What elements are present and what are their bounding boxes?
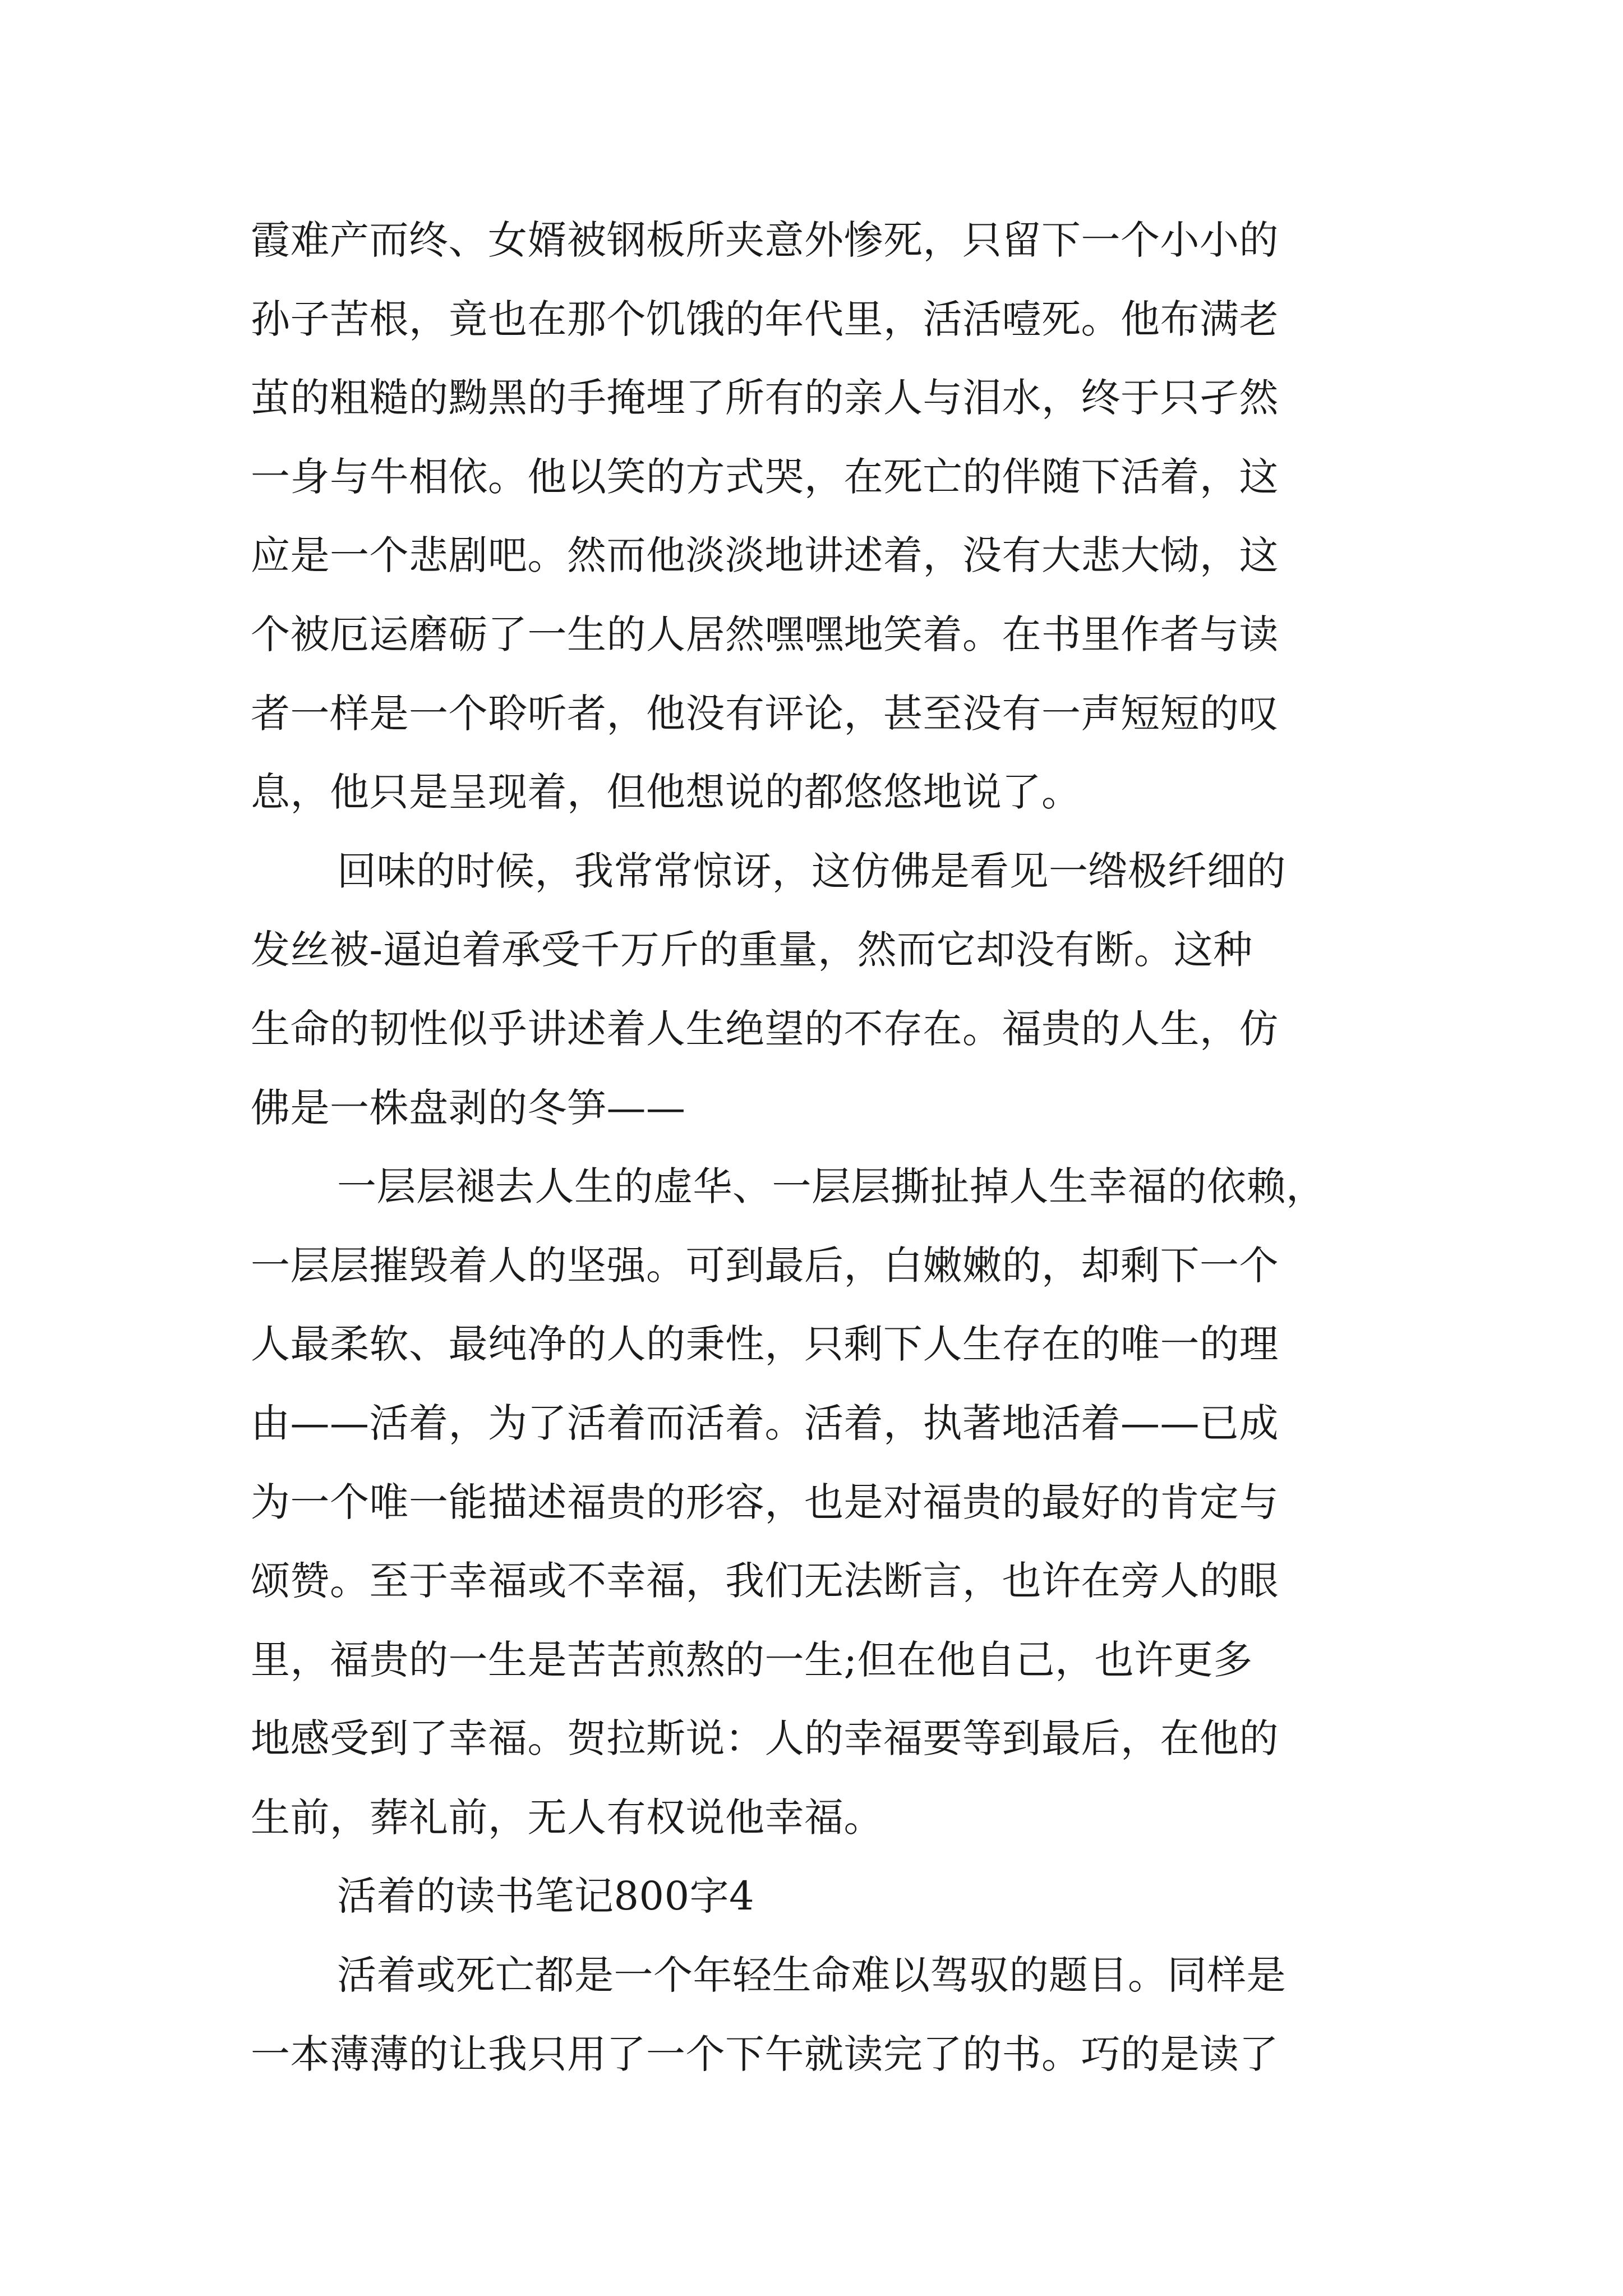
body-text — [251, 201, 1384, 2093]
text-line: 里，福贵的一生是苦苦煎熬的一生;但在他自己，也许更多 — [251, 1636, 1253, 1683]
text-line: 发丝被-逼迫着承受千万斤的重量，然而它却没有断。这种 — [251, 927, 1253, 973]
text-line: 由——活着，为了活着而活着。活着，执著地活着——已成 — [251, 1400, 1279, 1446]
text-line: 颂赞。至于幸福或不幸福，我们无法断言，也许在旁人的眼 — [251, 1558, 1279, 1604]
text-line: 人最柔软、最纯净的人的秉性，只剩下人生存在的唯一的理 — [251, 1321, 1279, 1368]
text-line: 一本薄薄的让我只用了一个下午就读完了的书。巧的是读了 — [251, 2031, 1279, 2077]
text-line: 霞难产而终、女婿被钢板所夹意外惨死，只留下一个小小的 — [251, 217, 1279, 263]
text-line: 为一个唯一能描述福贵的形容，也是对福贵的最好的肯定与 — [251, 1479, 1279, 1525]
text-line: 应是一个悲剧吧。然而他淡淡地讲述着，没有大悲大恸，这 — [251, 532, 1279, 579]
text-line: 地感受到了幸福。贺拉斯说：人的幸福要等到最后，在他的 — [251, 1715, 1279, 1762]
text-line: 孙子苦根，竟也在那个饥饿的年代里，活活噎死。他布满老 — [251, 296, 1279, 342]
paragraph-first-line: 一层层褪去人生的虚华、一层层撕扯掉人生幸福的依赖， — [337, 1163, 1326, 1210]
text-line: 生命的韧性似乎讲述着人生绝望的不存在。福贵的人生，仿 — [251, 1005, 1279, 1052]
text-line: 佛是一株盘剥的冬笋—— — [251, 1084, 686, 1131]
text-line: 个被厄运磨砺了一生的人居然嘿嘿地笑着。在书里作者与读 — [251, 611, 1279, 657]
text-line: 一身与牛相依。他以笑的方式哭，在死亡的伴随下活着，这 — [251, 453, 1279, 500]
text-line: 一层层摧毁着人的坚强。可到最后，白嫩嫩的，却剩下一个 — [251, 1242, 1279, 1289]
paragraph-first-line: 回味的时候，我常常惊讶，这仿佛是看见一绺极纤细的 — [337, 848, 1286, 894]
text-line: 息，他只是呈现着，但他想说的都悠悠地说了。 — [251, 769, 1081, 816]
paragraph-first-line: 活着或死亡都是一个年轻生命难以驾驭的题目。同样是 — [337, 1952, 1286, 1999]
section-heading: 活着的读书笔记800字4 — [337, 1873, 755, 1920]
text-line: 者一样是一个聆听者，他没有评论，甚至没有一声短短的叹 — [251, 690, 1279, 737]
text-line: 茧的粗糙的黝黑的手掩埋了所有的亲人与泪水，终于只孑然 — [251, 375, 1279, 421]
text-line: 生前，葬礼前，无人有权说他幸福。 — [251, 1794, 883, 1841]
